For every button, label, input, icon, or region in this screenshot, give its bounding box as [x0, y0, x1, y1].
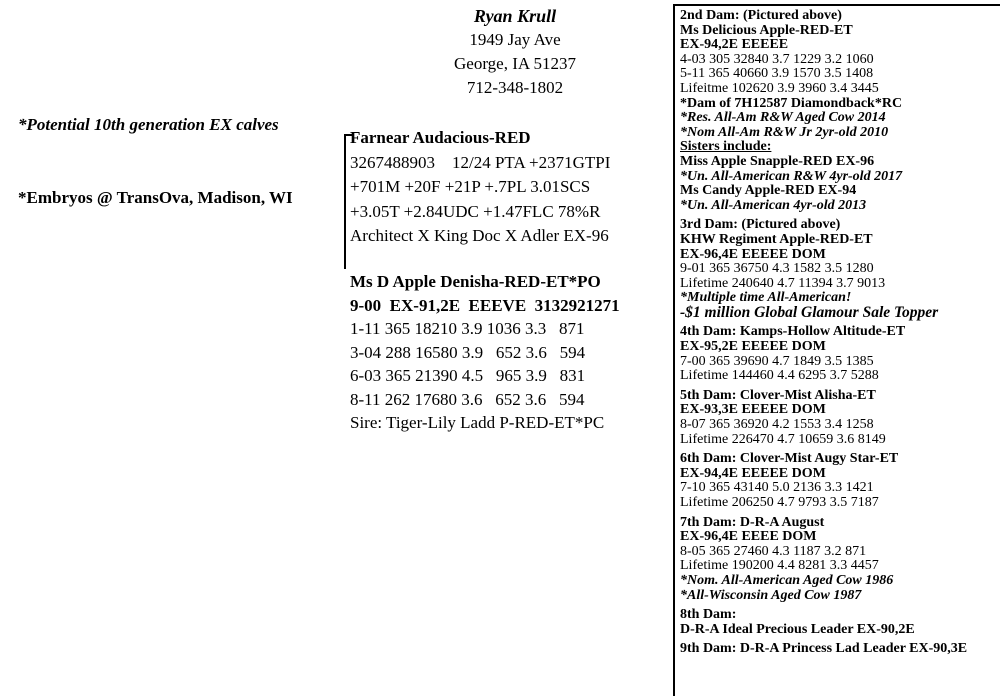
pedigree-line: 3rd Dam: (Pictured above) [680, 217, 841, 233]
pedigree-line: *Un. All-American 4yr-old 2013 [680, 197, 867, 213]
pedigree-line: Lifetime 240640 4.7 11394 3.7 9013 [680, 275, 886, 291]
pedigree-line: EX-96,4E EEEEE DOM [680, 246, 826, 262]
pedigree-line: 4-03 305 32840 3.7 1229 3.2 1060 [680, 51, 874, 67]
dam-name: Ms D Apple Denisha-RED-ET*PO [350, 272, 601, 291]
pedigree-line: *Nom. All-American Aged Cow 1986 [680, 572, 894, 588]
pedigree-line: EX-95,2E EEEEE DOM [680, 339, 826, 355]
pedigree-line: Lifetime 144460 4.4 6295 3.7 5288 [680, 368, 879, 384]
pedigree-line: *Dam of 7H12587 Diamondback*RC [680, 95, 903, 111]
pedigree-line: 8th Dam: [680, 607, 737, 623]
pedigree-line: Lifeitme 102620 3.9 3960 3.4 3445 [680, 80, 879, 96]
owner-phone: 712-348-1802 [466, 78, 564, 97]
pedigree-line: 9-01 365 36750 4.3 1582 3.5 1280 [680, 261, 874, 277]
dam-block [350, 270, 620, 435]
pedigree-line: EX-96,4E EEEE DOM [680, 529, 817, 545]
owner-name: Ryan Krull [473, 6, 557, 26]
sire-line: 3267488903 12/24 PTA +2371GTPI [350, 152, 611, 172]
pedigree-line: 6th Dam: Clover-Mist Augy Star-ET [680, 451, 899, 467]
pedigree-line: Ms Delicious Apple-RED-ET [680, 22, 853, 38]
pedigree-line: 8-05 365 27460 4.3 1187 3.2 871 [680, 543, 867, 559]
dam-record: 1-11 365 18210 3.9 1036 3.3 871 [350, 319, 585, 338]
pedigree-line: Ms Candy Apple-RED EX-94 [680, 183, 857, 199]
owner-street: 1949 Jay Ave [469, 30, 561, 49]
pedigree-line: 7-10 365 43140 5.0 2136 3.3 1421 [680, 480, 874, 496]
sire-line: +3.05T +2.84UDC +1.47FLC 78%R [350, 201, 601, 221]
contact-block [405, 4, 625, 100]
pedigree-line: Lifetime 190200 4.4 8281 3.3 4457 [680, 558, 879, 574]
pedigree-line: Lifetime 206250 4.7 9793 3.5 7187 [680, 495, 879, 510]
pedigree-line: EX-94,4E EEEEE DOM [680, 465, 826, 481]
pedigree-line: 5-11 365 40660 3.9 1570 3.5 1408 [680, 66, 874, 82]
pedigree-line: 7-00 365 39690 4.7 1849 3.5 1385 [680, 353, 874, 369]
dam-record: 6-03 365 21390 4.5 965 3.9 831 [350, 366, 586, 385]
pedigree-line: 4th Dam: Kamps-Hollow Altitude-ET [680, 324, 906, 340]
note-embryos: *Embryos @ TransOva, Madison, WI [18, 188, 293, 207]
pedigree-line: *Nom All-Am R&W Jr 2yr-old 2010 [680, 124, 889, 140]
dam-record: 3-04 288 16580 3.9 652 3.6 594 [350, 342, 586, 362]
pedigree-line: EX-93,3E EEEEE DOM [680, 402, 826, 418]
pedigree-line: *Multiple time All-American! [680, 290, 852, 306]
pedigree-line: 2nd Dam: (Pictured above) [680, 8, 842, 23]
pedigree-line: Miss Apple Snapple-RED EX-96 [680, 153, 875, 169]
sire-line: +701M +20F +21P +.7PL 3.01SCS [350, 177, 591, 196]
pedigree-line: *All-Wisconsin Aged Cow 1987 [680, 587, 862, 603]
pedigree-line: Sisters include: [680, 139, 772, 155]
pedigree-line: 9th Dam: D-R-A Princess Lad Leader EX-90,3E [680, 641, 968, 657]
pedigree-line: 5th Dam: Clover-Mist Alisha-ET [680, 387, 876, 403]
pedigree-line: *Res. All-Am R&W Aged Cow 2014 [680, 110, 886, 126]
pedigree-line: *Un. All-American R&W 4yr-old 2017 [680, 168, 903, 184]
pedigree-line: Lifetime 226470 4.7 10659 3.6 8149 [680, 431, 886, 447]
pedigree-line: D-R-A Ideal Precious Leader EX-90,2E [680, 621, 915, 637]
pedigree-line: 7th Dam: D-R-A August [680, 514, 825, 530]
sire-block [350, 126, 610, 249]
owner-city: George, IA 51237 [454, 54, 576, 73]
pedigree-line: KHW Regiment Apple-RED-ET [680, 231, 873, 247]
note-potential-calves: *Potential 10th generation EX calves [18, 115, 279, 134]
sire-name: Farnear Audacious-RED [350, 128, 531, 147]
pedigree-line: 8-07 365 36920 4.2 1553 3.4 1258 [680, 417, 874, 433]
sire-line: Architect X King Doc X Adler EX-96 [350, 226, 609, 245]
pedigree-list [680, 9, 967, 657]
dam-sire-line: Sire: Tiger-Lily Ladd P-RED-ET*PC [350, 413, 605, 432]
dam-classification: 9-00 EX-91,2E EEEVE 3132921271 [350, 295, 620, 315]
pedigree-line: EX-94,2E EEEEE [680, 37, 789, 53]
pedigree-line: -$1 million Global Glamour Sale Topper [680, 303, 939, 321]
dam-record: 8-11 262 17680 3.6 652 3.6 594 [350, 389, 585, 409]
